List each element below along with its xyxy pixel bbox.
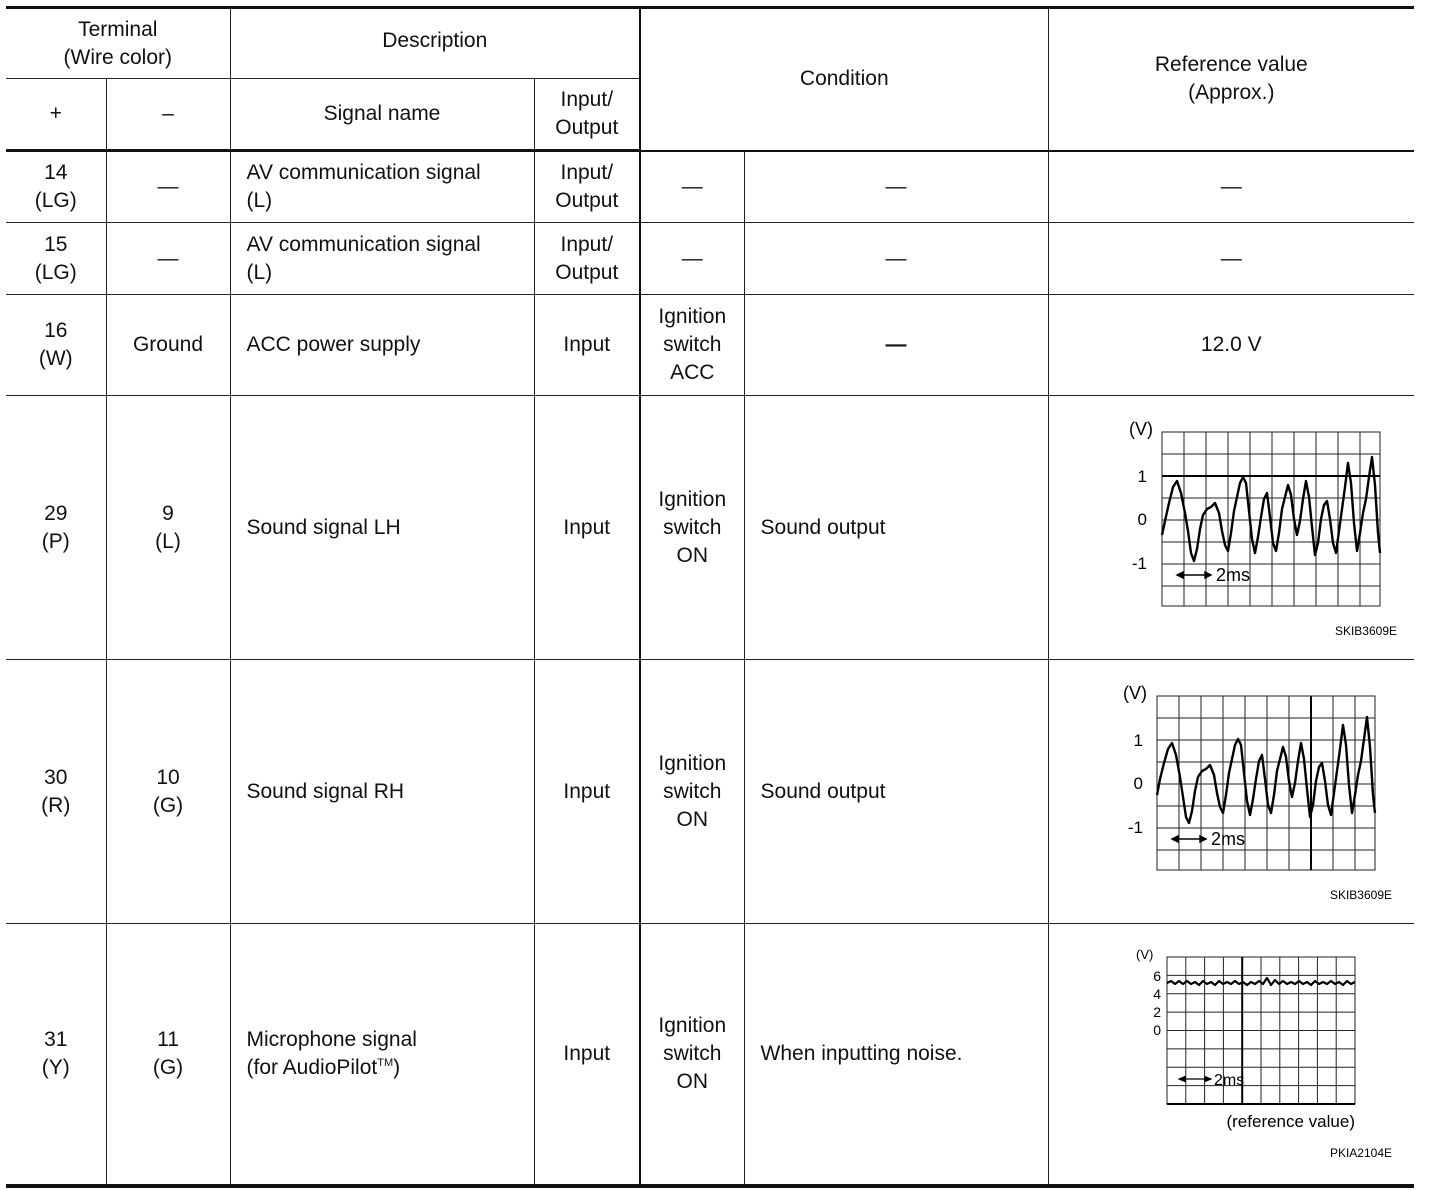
condition-switch: — [640, 223, 744, 295]
y-tick-label: -1 [1132, 553, 1148, 573]
table-row [6, 396, 1414, 660]
waveform-cell [1048, 660, 1414, 924]
waveform-unit-label: (V) [1129, 418, 1154, 439]
terminal-plus: 30 (R) [6, 660, 106, 924]
signal-name: AV communication signal (L) [230, 151, 534, 223]
terminal-minus: — [106, 151, 230, 223]
input-output: Input/ Output [534, 223, 640, 295]
table-row [6, 660, 1414, 924]
waveform-unit-label: (V) [1136, 947, 1154, 963]
condition-detail: — [744, 295, 1048, 396]
table-row [6, 295, 1414, 396]
waveform-cell [1048, 396, 1414, 660]
waveform-trace [1157, 717, 1375, 823]
terminal-minus: 9 (L) [106, 396, 230, 660]
terminal-minus: Ground [106, 295, 230, 396]
y-tick-label: 1 [1133, 730, 1144, 750]
header-minus: – [106, 79, 230, 151]
table-row [6, 151, 1414, 223]
microphone-waveform [1081, 939, 1393, 1169]
y-tick-label: 4 [1153, 986, 1162, 1003]
header-reference: Reference value (Approx.) [1048, 8, 1414, 151]
condition-detail: Sound output [744, 396, 1048, 660]
timebase-label: 2ms [1211, 828, 1246, 849]
figure-code: PKIA2104E [1330, 1146, 1393, 1161]
header-signal-name: Signal name [230, 79, 534, 151]
condition-switch: — [640, 151, 744, 223]
header-input-output: Input/ Output [534, 79, 640, 151]
sound-rh-waveform [1081, 677, 1393, 907]
timebase-marker [1179, 1077, 1211, 1082]
table-row [6, 924, 1414, 1186]
header-terminal: Terminal (Wire color) [6, 8, 230, 79]
condition-switch: Ignition switch ON [640, 396, 744, 660]
y-tick-label: 1 [1137, 466, 1148, 486]
reference-note: (reference value) [1226, 1112, 1356, 1132]
terminal-minus: — [106, 223, 230, 295]
condition-detail: Sound output [744, 660, 1048, 924]
waveform-grid [1167, 957, 1355, 1104]
y-tick-label: 0 [1153, 1022, 1162, 1039]
signal-name: Sound signal RH [230, 660, 534, 924]
signal-name: Sound signal LH [230, 396, 534, 660]
terminal-minus: 10 (G) [106, 660, 230, 924]
waveform-cell [1048, 924, 1414, 1186]
timebase-label: 2ms [1216, 564, 1251, 585]
condition-switch: Ignition switch ON [640, 924, 744, 1186]
signal-name: Microphone signal (for AudioPilot™) [230, 924, 534, 1186]
terminal-plus: 15 (LG) [6, 223, 106, 295]
condition-switch: Ignition switch ON [640, 660, 744, 924]
input-output: Input [534, 295, 640, 396]
input-output: Input [534, 396, 640, 660]
timebase-label: 2ms [1214, 1072, 1245, 1090]
signal-name: AV communication signal (L) [230, 223, 534, 295]
waveform-unit-label: (V) [1123, 682, 1148, 703]
timebase-marker [1172, 836, 1206, 842]
header-plus: + [6, 79, 106, 151]
y-tick-label: 2 [1153, 1004, 1162, 1021]
input-output: Input [534, 924, 640, 1186]
header-condition: Condition [640, 8, 1048, 151]
y-tick-label: 6 [1153, 968, 1162, 985]
figure-code: SKIB3609E [1330, 887, 1393, 902]
sound-lh-waveform [1081, 413, 1398, 643]
reference-value: — [1048, 223, 1414, 295]
y-tick-label: -1 [1128, 817, 1144, 837]
input-output: Input/ Output [534, 151, 640, 223]
y-tick-label: 0 [1137, 509, 1148, 529]
terminal-plus: 31 (Y) [6, 924, 106, 1186]
reference-value: — [1048, 151, 1414, 223]
table-row [6, 223, 1414, 295]
terminal-spec-table [6, 6, 1414, 1188]
input-output: Input [534, 660, 640, 924]
figure-code: SKIB3609E [1335, 623, 1398, 638]
timebase-marker [1177, 572, 1211, 578]
y-tick-label: 0 [1133, 773, 1144, 793]
reference-value: 12.0 V [1048, 295, 1414, 396]
condition-detail: When inputting noise. [744, 924, 1048, 1186]
signal-name: ACC power supply [230, 295, 534, 396]
condition-detail: — [744, 223, 1048, 295]
terminal-minus: 11 (G) [106, 924, 230, 1186]
trademark-mark: TM [377, 1057, 394, 1070]
waveform-trace [1162, 457, 1380, 561]
terminal-plus: 16 (W) [6, 295, 106, 396]
header-description: Description [230, 8, 640, 79]
terminal-plus: 29 (P) [6, 396, 106, 660]
terminal-plus: 14 (LG) [6, 151, 106, 223]
condition-switch: Ignition switch ACC [640, 295, 744, 396]
condition-detail: — [744, 151, 1048, 223]
